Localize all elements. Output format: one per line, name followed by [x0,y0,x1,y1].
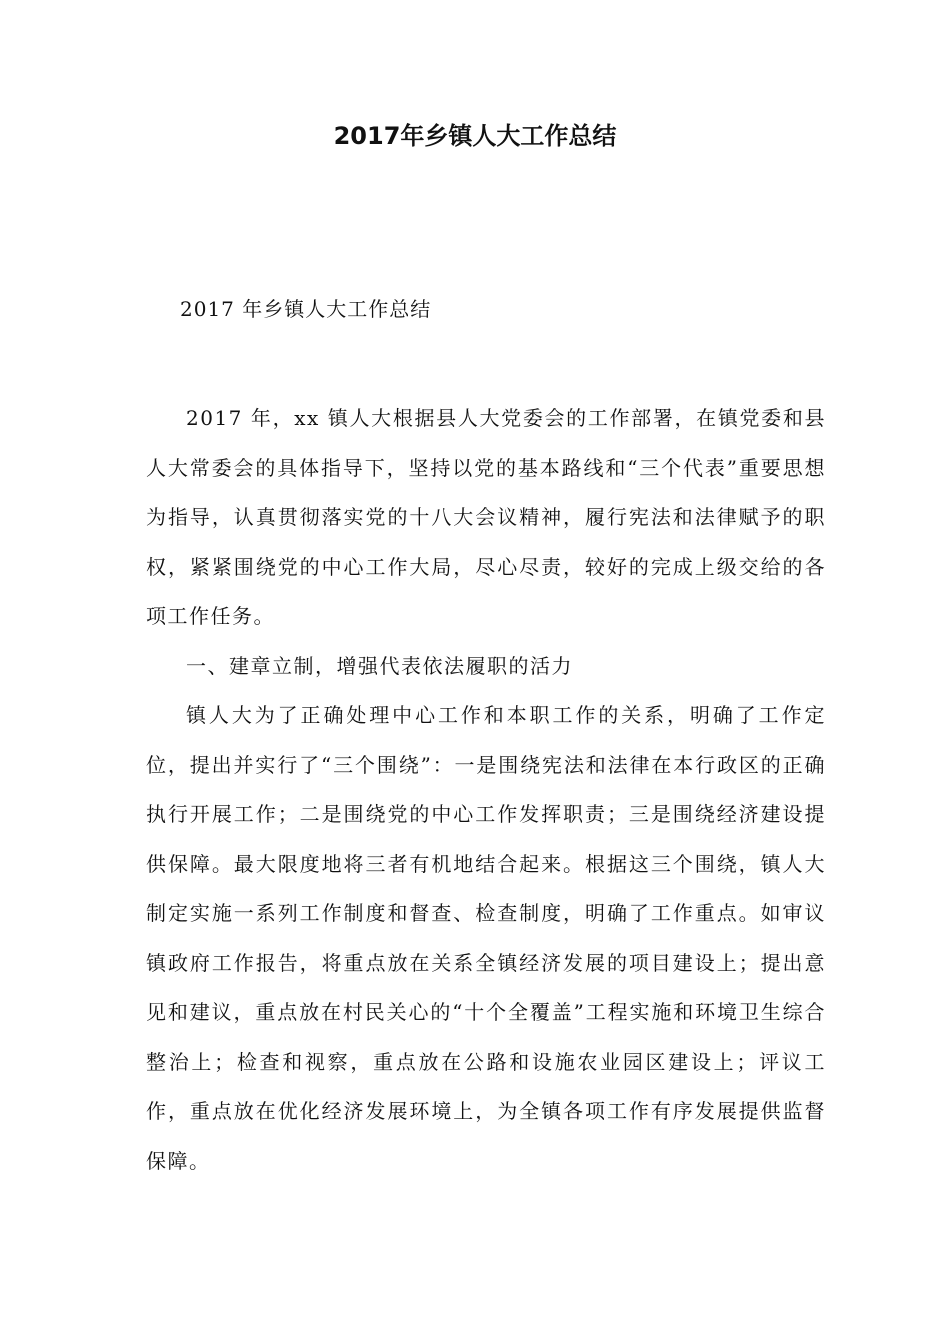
paragraph-section-1: 镇人大为了正确处理中心工作和本职工作的关系，明确了工作定位，提出并实行了“三个围绕”：一是围绕宪法和法律在本行政区的正确执行开展工作；二是围绕党的中心工作发挥职责；三是围绕经济建设提供保障。最大限度地将三者有机地结合起来。根据这三个围绕，镇人大制定实施一系列工作制度和督查、检查制度，明确了工作重点。如审议镇政府工作报告，将重点放在关系全镇经济发展的项目建设上；提出意见和建议，重点放在村民关心的“十个全覆盖”工程实施和环境卫生综合整治上；检查和视察，重点放在公路和设施农业园区建设上；评议工作，重点放在优化经济发展环境上，为全镇各项工作有序发展提供监督保障。 [146,703,826,1173]
section-heading-1: 一、建章立制，增强代表依法履职的活力 [186,653,573,678]
document-title: 2017年乡镇人大工作总结 [333,122,617,150]
paragraph-intro: 2017 年，xx 镇人大根据县人大党委会的工作部署，在镇党委和县人大常委会的具体指导下，坚持以党的基本路线和“三个代表”重要思想为指导，认真贯彻落实党的十八大会议精神，履行宪法和法律赋予的职权，紧紧围绕党的中心工作大局，尽心尽责，较好的完成上级交给的各项工作任务。 [146,406,826,628]
document-body [146,394,826,1186]
document-subtitle: 2017 年乡镇人大工作总结 [180,297,432,321]
